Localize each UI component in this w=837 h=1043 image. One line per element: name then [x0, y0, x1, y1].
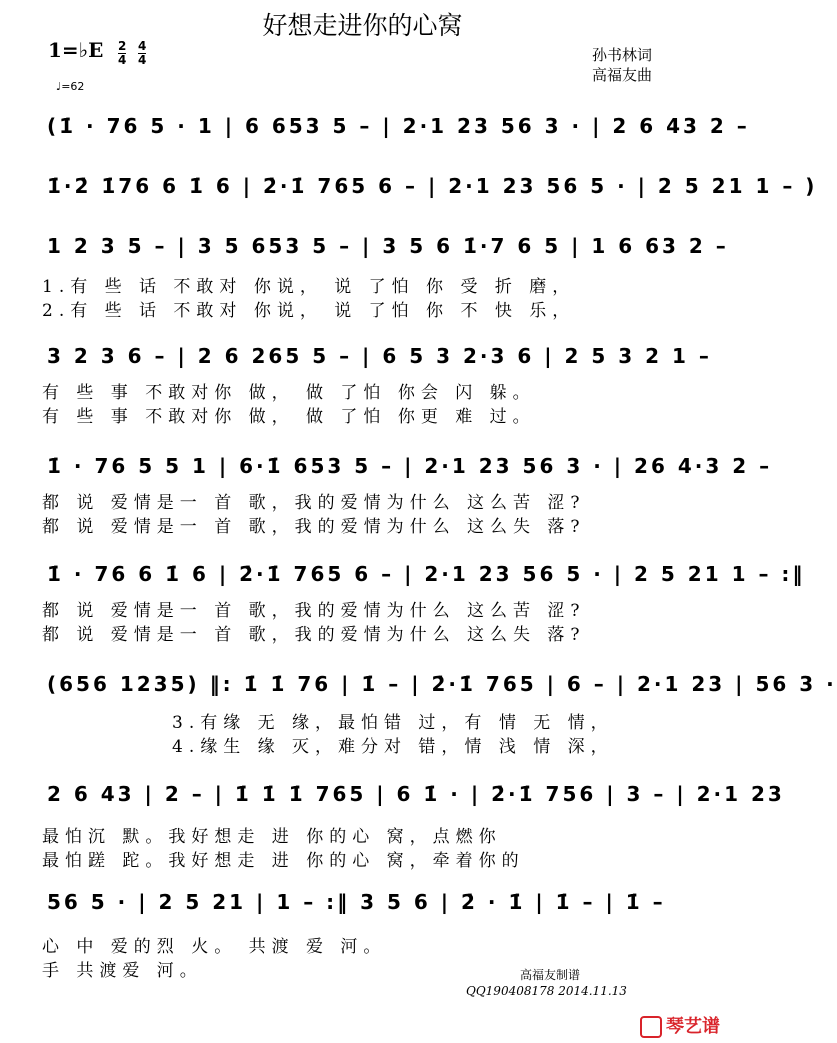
staff-line-2 — [35, 166, 818, 202]
staff-line-3 — [35, 226, 729, 262]
staff-line-1 — [35, 106, 750, 142]
staff-line-4 — [35, 336, 712, 372]
notes: 1̇·2̇ 1̇76 6 1̇ 6 | 2̇·1̇ 765 6 – | 2·1 23 56 5 · | 2 5 21 1 – ) — [47, 174, 818, 198]
notes: 1̇ · 76 6 1̇ 6 | 2̇·1̇ 765 6 – | 2·1 23 56 5 · | 2 5 21 1 – :‖ — [47, 562, 806, 586]
staff-line-8 — [35, 774, 785, 810]
composer-credit: 高福友曲 — [592, 66, 653, 84]
lyricist-credit: 孙书林词 — [592, 46, 653, 64]
lyric-line: 4.缘生 缘 灭，难分对 错，情 浅 情 深， — [172, 737, 614, 757]
staff-line-5 — [35, 446, 773, 482]
notes: (656 1235) ‖: 1̇ 1̇ 76 | 1̇ – | 2̇·1̇ 765 | 6 – | 2·1 23 | 56 3 · — [47, 672, 837, 696]
score-title: 好想走进你的心窝 — [262, 11, 463, 40]
notes: 2 6 43 | 2 – | 1̇ 1̇ 1̇ 765 | 6 1̇ · | 2̇·1̇ 756 | 3 – | 2·1 23 — [47, 782, 785, 806]
lyric-line: 最怕蹉 跎。我好想走 进 你的心 窝，牵着你的 — [42, 851, 525, 871]
lyric-line: 有 些 事 不敢对你 做， 做 了怕 你更 难 过。 — [42, 407, 536, 427]
lyric-line: 都 说 爱情是一 首 歌，我的爱情为什么 这么失 落? — [42, 625, 586, 645]
lyric-line: 都 说 爱情是一 首 歌，我的爱情为什么 这么苦 涩? — [42, 493, 586, 513]
contact-date: QQ190408178 2014.11.13 — [466, 984, 627, 998]
score-maker: 高福友制谱 — [520, 968, 581, 982]
notes: 1 2 3 5 – | 3 5 653 5 – | 3 5 6 1̇·7 6 5 | 1 6 63 2 – — [47, 234, 729, 258]
tempo-marking: ♩=62 — [56, 80, 85, 93]
notes: 3 2 3 6 – | 2 6 265 5 – | 6 5 3 2·3 6 | 2 5 3 2 1 – — [47, 344, 712, 368]
lyric-line: 3.有缘 无 缘，最怕错 过，有 情 无 情， — [172, 713, 614, 733]
lyric-line: 都 说 爱情是一 首 歌，我的爱情为什么 这么失 落? — [42, 517, 586, 537]
watermark-logo-icon — [640, 1016, 662, 1038]
staff-line-9 — [35, 882, 685, 918]
staff-line-7 — [35, 664, 837, 700]
staff-line-6 — [35, 554, 806, 590]
lyric-line: 心 中 爱的烈 火。 共渡 爱 河。 — [42, 937, 387, 957]
site-watermark: 琴艺谱 — [640, 1012, 720, 1038]
notes: 1̇ · 76 5 5 1 | 6·1̇ 653 5 – | 2·1 23 56 3 · | 26 4·3 2 – — [47, 454, 773, 478]
lyric-line: 最怕沉 默。我好想走 进 你的心 窝，点燃你 — [42, 827, 502, 847]
time-signature-4-4: 4 4 — [138, 39, 147, 67]
lyric-line: 2.有 些 话 不敢对 你说， 说 了怕 你 不 快 乐， — [42, 301, 576, 321]
lyric-line: 手 共渡爱 河。 — [42, 961, 203, 981]
key-signature: 1=♭E — [48, 38, 104, 62]
lyric-line: 有 些 事 不敢对你 做， 做 了怕 你会 闪 躲。 — [42, 383, 536, 403]
lyric-line: 1.有 些 话 不敢对 你说， 说 了怕 你 受 折 磨， — [42, 277, 576, 297]
notes: (1̇ · 76 5 · 1 | 6 653 5 – | 2·1 23 56 3 · | 2 6 43 2 – — [47, 114, 750, 138]
notes: 56 5 · | 2 5 21 | 1 – :‖ 3 5 6 | 2̇ · 1̇ | 1̇ – | 1̇ – — [47, 890, 666, 914]
time-signature-2-4: 2 4 — [118, 39, 127, 67]
lyric-line: 都 说 爱情是一 首 歌，我的爱情为什么 这么苦 涩? — [42, 601, 586, 621]
